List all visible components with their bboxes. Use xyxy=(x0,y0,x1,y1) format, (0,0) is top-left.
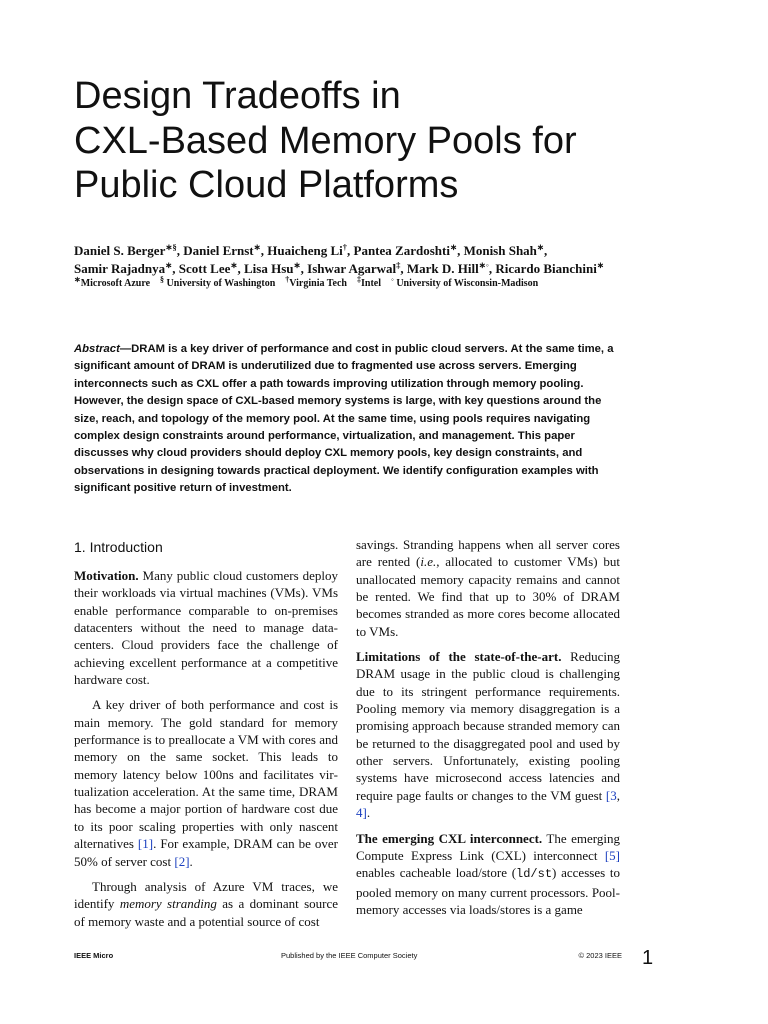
author-mark: ∗ xyxy=(596,259,604,270)
author-list xyxy=(74,242,714,277)
paragraph-text: ) accesses to pooled memory on many current processors. Pool-memory accesses via loads/stores is a game xyxy=(356,865,620,917)
paragraph-text: The emerging Compute Express Link (CXL) interconnect xyxy=(356,830,620,863)
section-heading: 1. Introduction xyxy=(74,539,163,555)
page-footer xyxy=(74,951,622,965)
citation-link[interactable]: [1] xyxy=(137,836,154,852)
affiliation-mark: § xyxy=(160,275,165,284)
affiliation: Intel xyxy=(360,278,381,289)
paragraph-text: . For example, DRAM can be over 50% of server cost xyxy=(74,836,338,869)
paragraph-motivation xyxy=(74,567,338,688)
author-name: Samir Rajadnya xyxy=(74,260,166,276)
run-in-heading: Motivation. xyxy=(74,568,139,583)
author-mark: † xyxy=(342,242,348,252)
author-name: Monish Shah xyxy=(463,243,537,258)
paragraph-text: A key driver of both performance and cost is main memory. The gold standard for memory performance is to preallocate a VM with cores and memory on the same socket. This leads to memory latency below 100ns and facilitates virtualization acceleration. At the same time, DRAM has become a major portion of hardware cost due to its poor scaling properties with only nascent alternatives xyxy=(74,697,338,852)
author-name: Ricardo Bianchini xyxy=(495,260,597,276)
paragraph xyxy=(74,878,338,930)
author-mark: ∗ xyxy=(165,259,173,270)
affiliation-line xyxy=(74,277,714,291)
author-mark: ∗ xyxy=(293,259,301,270)
author-name: Pantea Zardoshti xyxy=(353,243,450,258)
author-name: Daniel Ernst xyxy=(183,243,254,258)
paragraph-text: Many public cloud customers deploy their workloads via virtual machines (VMs). VMs enable performance comparable to on-premises datacenters without the need to manage datacenters. Cloud providers face the challenge of achieving excellent performance at a competitive hardware cost. xyxy=(74,568,338,688)
inline-code: ld/st xyxy=(516,867,553,882)
author-mark: ∗§ xyxy=(165,242,177,252)
paragraph-text: . xyxy=(189,853,193,869)
author-name: Lisa Hsu xyxy=(244,260,294,276)
author-name: Scott Lee xyxy=(178,260,231,276)
paragraph xyxy=(74,696,338,869)
author-mark: ∗ xyxy=(253,242,261,252)
paragraph-text: Through analysis of Azure VM traces, we identify xyxy=(74,878,338,912)
title-line: CXL-Based Memory Pools for xyxy=(74,119,577,162)
author-mark: ∗ xyxy=(230,259,238,270)
author-line: Daniel S. Berger∗§, Daniel Ernst∗, Huaicheng Li†, Pantea Zardoshti∗, Monish Shah∗, xyxy=(74,242,548,258)
citation-link[interactable]: [2] xyxy=(174,853,190,869)
right-column xyxy=(356,536,620,926)
citation-separator: , xyxy=(616,787,620,803)
emphasis: memory stranding xyxy=(119,896,217,912)
paragraph-cxl xyxy=(356,830,620,919)
abstract-label: Abstract xyxy=(74,343,120,355)
title-line: Public Cloud Platforms xyxy=(74,164,459,206)
author-name: Huaicheng Li xyxy=(267,243,343,258)
paragraph-limitations xyxy=(356,648,620,821)
affiliation-mark: ‡ xyxy=(356,275,361,284)
author-mark: ‡ xyxy=(396,259,401,270)
left-column xyxy=(74,536,338,938)
emphasis: i.e. xyxy=(420,554,437,570)
author-mark: ∗ xyxy=(449,242,458,252)
affiliation-mark: ∗ xyxy=(74,275,81,284)
paragraph-text: savings. Stranding happens when all server cores are rented ( xyxy=(356,537,620,570)
paragraph-text: as a dominant source of memory waste and a potential source of cost xyxy=(74,896,339,929)
title-line: Design Tradeoffs in xyxy=(74,75,401,117)
affiliation: Virginia Tech xyxy=(289,278,347,289)
paper-title xyxy=(74,74,714,208)
abstract-text: —DRAM is a key driver of performance and cost in public cloud servers. At the same time, a significant amount of DRAM is underutilized due to fragmented use across servers. Emerging interconnects such as CXL offer a path towards improving utilization through memory pooling. However, the design space of CXL-based memory systems is large, with key questions around the size, reach, and topology of the memory pool. At the same time, using pools requires navigating complex design constraints around performance, virtualization, and management. This paper discusses why cloud providers should deploy CXL memory pools, key design constraints, and observations in designing towards practical deployment. We identify configuration examples with significant positive return of investment. xyxy=(74,343,614,495)
paragraph-continued xyxy=(356,536,620,640)
paragraph-text: . xyxy=(366,805,371,821)
run-in-heading: The emerging CXL interconnect. xyxy=(356,830,543,846)
author-name: Daniel S. Berger xyxy=(74,243,166,258)
author-line: Samir Rajadnya∗, Scott Lee∗, Lisa Hsu∗, Ishwar Agarwal‡, Mark D. Hill∗◦, Ricardo Bianchini∗ xyxy=(74,259,604,276)
affiliation-mark: ◦ xyxy=(390,275,394,284)
affiliation: Microsoft Azure xyxy=(80,278,151,289)
footer-journal: IEEE Micro xyxy=(74,951,114,960)
abstract xyxy=(74,341,622,498)
footer-publisher: Published by the IEEE Computer Society xyxy=(281,951,418,960)
author-mark: ∗ xyxy=(536,242,545,252)
run-in-heading: Limitations of the state-of-the-art. xyxy=(356,649,562,665)
affiliation-mark: † xyxy=(285,275,290,284)
affiliation: University of Washington xyxy=(166,278,276,289)
paragraph-text: , allocated to customer VMs) but unallocated memory capacity remains and cannot be rented. We find that up to 30% of DRAM becomes stranded as more cores become allocated to VMs. xyxy=(356,554,620,639)
citation-link[interactable]: [5] xyxy=(604,847,620,863)
affiliation: University of Wisconsin-Madison xyxy=(396,278,539,289)
citation-link[interactable]: 4] xyxy=(356,805,367,821)
paragraph-text: Reducing DRAM usage in the public cloud is challenging due to its stringent performance requirements. Pooling memory via memory disaggregation is a promising approach because stranded memory can be returned to the disaggregated pool and used by other servers. Unfortunately, existing pooling systems have microsecond access latencies and require page faults or changes to the VM guest xyxy=(356,649,620,803)
paragraph-text: enables cacheable load/store ( xyxy=(356,865,517,881)
footer-copyright: © 2023 IEEE xyxy=(578,951,622,960)
page-number: 1 xyxy=(642,947,654,969)
author-mark: ∗◦ xyxy=(478,259,489,270)
author-name: Ishwar Agarwal xyxy=(307,260,397,276)
author-name: Mark D. Hill xyxy=(406,260,479,276)
citation-link[interactable]: [3 xyxy=(605,787,617,803)
